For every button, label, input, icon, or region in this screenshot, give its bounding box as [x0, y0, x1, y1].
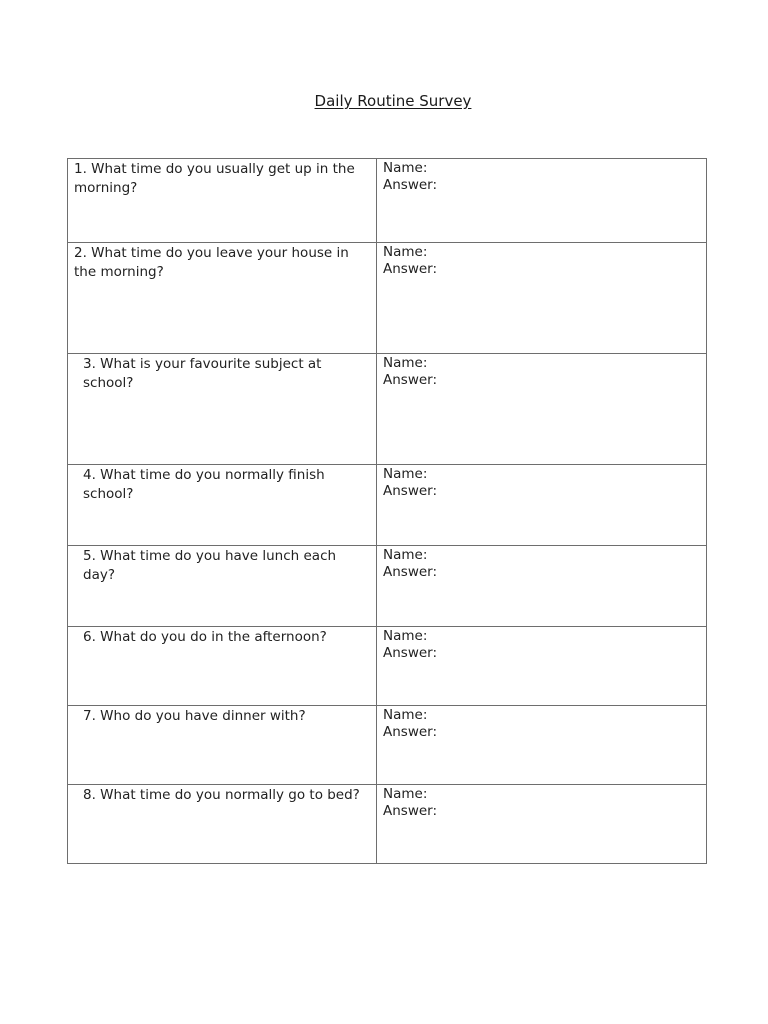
name-label: Name: — [383, 355, 428, 371]
table-row — [68, 354, 707, 465]
answer-label: Answer: — [383, 645, 438, 661]
answer-label: Answer: — [383, 483, 438, 499]
answer-cell[interactable] — [377, 354, 707, 465]
question-text: 1. What time do you usually get up in the morning? — [74, 161, 355, 196]
question-cell — [68, 706, 377, 785]
table-row — [68, 159, 707, 243]
answer-label: Answer: — [383, 177, 438, 193]
answer-label: Answer: — [383, 261, 438, 277]
table-row — [68, 546, 707, 627]
question-cell — [68, 243, 377, 354]
answer-cell[interactable] — [377, 627, 707, 706]
name-label: Name: — [383, 547, 428, 563]
question-cell — [68, 627, 377, 706]
answer-label: Answer: — [383, 564, 438, 580]
survey-table — [67, 158, 707, 864]
question-text: 4. What time do you normally finish school? — [83, 467, 325, 502]
answer-cell[interactable] — [377, 706, 707, 785]
table-row — [68, 243, 707, 354]
question-text: 6. What do you do in the afternoon? — [83, 629, 327, 645]
name-label: Name: — [383, 786, 428, 802]
table-row — [68, 465, 707, 546]
question-text: 2. What time do you leave your house in the morning? — [74, 245, 349, 280]
answer-cell[interactable] — [377, 243, 707, 354]
table-row — [68, 627, 707, 706]
name-label: Name: — [383, 707, 428, 723]
answer-label: Answer: — [383, 724, 438, 740]
question-text: 8. What time do you normally go to bed? — [83, 787, 360, 803]
answer-label: Answer: — [383, 372, 438, 388]
question-cell — [68, 785, 377, 864]
table-row — [68, 706, 707, 785]
question-text: 5. What time do you have lunch each day? — [83, 548, 337, 583]
question-cell — [68, 546, 377, 627]
name-label: Name: — [383, 244, 428, 260]
answer-cell[interactable] — [377, 546, 707, 627]
page-title: Daily Routine Survey — [314, 92, 472, 110]
question-text: 7. Who do you have dinner with? — [83, 708, 306, 724]
question-cell — [68, 465, 377, 546]
name-label: Name: — [383, 628, 428, 644]
name-label: Name: — [383, 160, 428, 176]
question-text: 3. What is your favourite subject at school? — [83, 356, 322, 391]
name-label: Name: — [383, 466, 428, 482]
answer-label: Answer: — [383, 803, 438, 819]
table-row — [68, 785, 707, 864]
question-cell — [68, 159, 377, 243]
answer-cell[interactable] — [377, 159, 707, 243]
answer-cell[interactable] — [377, 465, 707, 546]
answer-cell[interactable] — [377, 785, 707, 864]
question-cell — [68, 354, 377, 465]
